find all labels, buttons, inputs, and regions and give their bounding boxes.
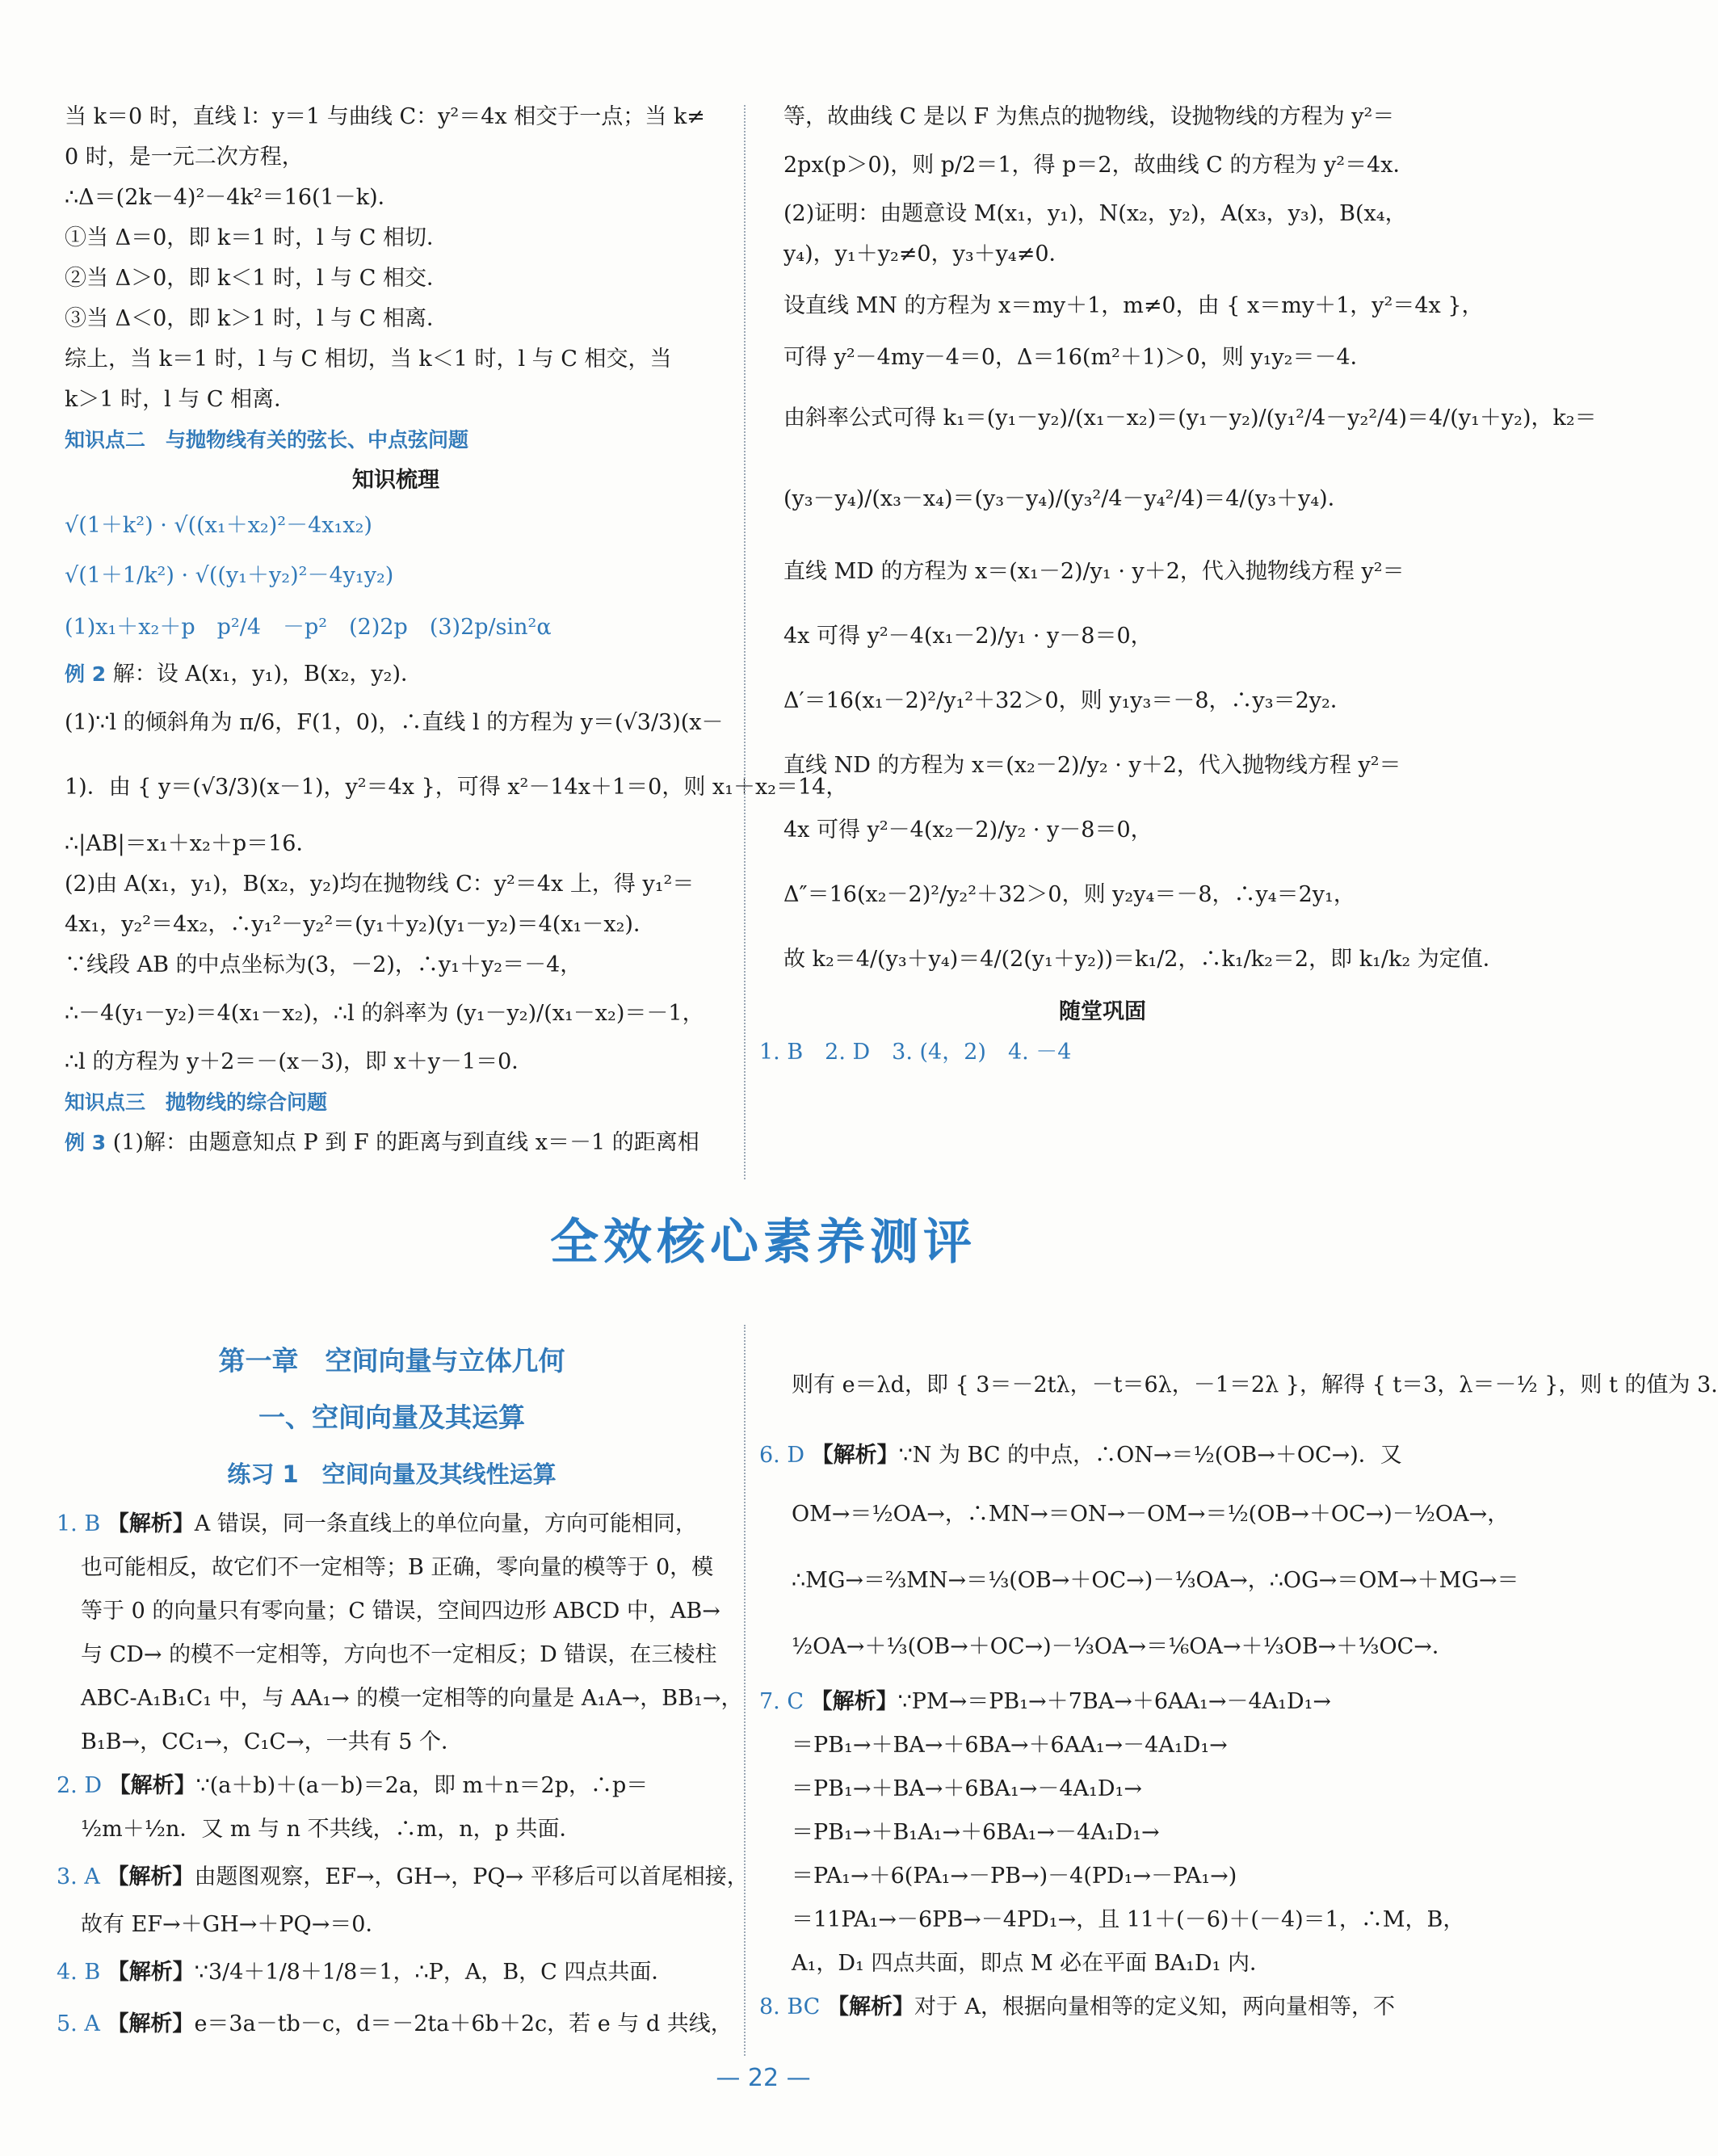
answer-line [759, 1481, 1510, 1548]
answer-text: A 错误，同一条直线上的单位向量，方向可能相同， [194, 1511, 697, 1536]
chapter-title: 第一章 空间向量与立体几何 [218, 1345, 565, 1376]
text-span: (1)解：由题意知点 P 到 F 的距离与到直线 x＝－1 的距离相 [112, 1130, 699, 1155]
column-divider [744, 105, 746, 1179]
answer-line [57, 1764, 727, 1808]
answer-line [57, 1590, 727, 1633]
answer-line [759, 1898, 1465, 1942]
answer-number: 3. A [57, 1864, 100, 1889]
answer-text: ABC-A₁B₁C₁ 中，与 AA₁→ 的模一定相等的向量是 A₁A→，BB₁→， [81, 1686, 743, 1711]
answer-line [759, 1942, 1430, 1986]
answer-number: 5. A [57, 2011, 100, 2036]
formula-line: √(1＋1/k²) · √((y₁＋y₂)²－4y₁y₂) [65, 563, 394, 588]
text-line: ∴Δ＝(2k－4)²－4k²＝16(1－k)． [65, 185, 400, 210]
answer-text: OM→＝½OA→，∴MN→＝ON→－OM→＝½(OB→＋OC→)－½OA→， [792, 1502, 1510, 1527]
knowledge-point-3-heading: 知识点三 抛物线的综合问题 [65, 1091, 328, 1114]
text-line: 4x 可得 y²－4(x₁－2)/y₁ · y－8＝0， [783, 624, 1153, 649]
analysis-tag: 【解析】 [107, 1511, 195, 1536]
exercise-title: 练习 1 空间向量及其线性运算 [227, 1460, 557, 1488]
text-line: 综上，当 k＝1 时，l 与 C 相切，当 k＜1 时，l 与 C 相交，当 [65, 347, 672, 372]
answer-number: 8. BC [759, 1994, 821, 2019]
answer-line [759, 1811, 1430, 1855]
text-line: 1)．由 { y＝(√3/3)(x－1)，y²＝4x }，可得 x²－14x＋1＝0，则 x₁＋x₂＝14， [65, 775, 848, 800]
answer-text: 由题图观察，EF→，GH→，PQ→ 平移后可以首尾相接， [194, 1864, 749, 1889]
text-line: 设直线 MN 的方程为 x＝my＋1，m≠0，由 { x＝my＋1，y²＝4x }， [783, 293, 1484, 318]
analysis-tag: 【解析】 [810, 1689, 898, 1714]
text-line: ∴－4(y₁－y₂)＝4(x₁－x₂)，∴l 的斜率为 (y₁－y₂)/(x₁－x₂)＝－1， [65, 1001, 704, 1026]
analysis-tag: 【解析】 [107, 1864, 195, 1889]
text-line: Δ″＝16(x₂－2)²/y₂²＋32＞0，则 y₂y₄＝－8，∴y₄＝2y₁， [783, 882, 1355, 907]
example-3-line [65, 1123, 727, 1163]
answer-line [57, 1808, 727, 1851]
answer-line [759, 1767, 1430, 1811]
text-line: 可得 y²－4my－4＝0，Δ＝16(m²＋1)＞0，则 y₁y₂＝－4． [783, 345, 1372, 370]
analysis-tag: 【解析】 [811, 1443, 899, 1468]
text-line: 4x₁，y₂²＝4x₂，∴y₁²－y₂²＝(y₁＋y₂)(y₁－y₂)＝4(x₁－x₂)． [65, 912, 655, 937]
answer-text: B₁B→，CC₁→，C₁C→，一共有 5 个． [81, 1729, 464, 1755]
answer-text: ＝PB₁→＋BA→＋6BA→＋6AA₁→－4A₁D₁→ [792, 1733, 1228, 1758]
answer-line [57, 1502, 727, 1546]
text-line: 等，故曲线 C 是以 F 为焦点的抛物线，设抛物线的方程为 y²＝ [783, 104, 1395, 129]
text-line: 当 k＝0 时，直线 l：y＝1 与曲线 C：y²＝4x 相交于一点；当 k≠ [65, 104, 705, 129]
formula-line: √(1＋k²) · √((x₁＋x₂)²－4x₁x₂) [65, 513, 372, 538]
text-line: (2)由 A(x₁，y₁)，B(x₂，y₂)均在抛物线 C：y²＝4x 上，得 y₁²＝ [65, 872, 695, 897]
answer-line [57, 1721, 727, 1764]
text-line: ③当 Δ＜0，即 k＞1 时，l 与 C 相离． [65, 306, 449, 331]
answer-number: 2. D [57, 1773, 102, 1798]
answer-line [759, 1680, 1430, 1724]
answer-text: 则有 e＝λd，即 { 3＝－2tλ，－t＝6λ，－1＝2λ }，解得 { t＝3，λ＝－½ }，则 t 的值为 3. [792, 1372, 1718, 1397]
text-line: 0 时，是一元二次方程， [65, 145, 304, 170]
section-title: 一、空间向量及其运算 [258, 1402, 525, 1433]
knowledge-point-2-heading: 知识点二 与抛物线有关的弦长、中点弦问题 [65, 428, 469, 452]
answer-number: 1. B [57, 1511, 101, 1536]
answer-line [759, 1724, 1430, 1767]
consolidate-heading: 随堂巩固 [1059, 999, 1146, 1024]
knowledge-summary-heading: 知识梳理 [352, 468, 439, 493]
answer-line [759, 1855, 1430, 1898]
top-left-column [65, 97, 848, 1163]
text-line: ∴l 的方程为 y＋2＝－(x－3)，即 x＋y－1＝0． [65, 1049, 534, 1074]
analysis-tag: 【解析】 [107, 1960, 195, 1985]
answer-line [759, 1430, 1430, 1481]
answer-line [57, 1851, 749, 1903]
answer-text: ∴MG→＝⅔MN→＝⅓(OB→＋OC→)－⅓OA→，∴OG→＝OM→＋MG→＝ [792, 1568, 1519, 1593]
analysis-tag: 【解析】 [107, 2011, 195, 2036]
text-line: 4x 可得 y²－4(x₂－2)/y₂ · y－8＝0， [783, 817, 1153, 843]
answer-line [759, 1341, 1718, 1430]
answer-text: 等于 0 的向量只有零向量；C 错误，空间四边形 ABCD 中，AB→ [81, 1599, 720, 1624]
text-line: 由斜率公式可得 k₁＝(y₁－y₂)/(x₁－x₂)＝(y₁－y₂)/(y₁²/4－y₂²/4)＝4/(y₁＋y₂)，k₂＝ [783, 406, 1597, 431]
consolidate-answers: 1. B 2. D 3. (4，2) 4. －4 [759, 1040, 1072, 1065]
text-line: 2px(p＞0)，则 p/2＝1，得 p＝2，故曲线 C 的方程为 y²＝4x． [783, 153, 1415, 178]
text-line: ①当 Δ＝0，即 k＝1 时，l 与 C 相切． [65, 225, 449, 250]
answer-line [759, 1986, 1430, 2029]
answer-number: 6. D [759, 1443, 804, 1468]
example-2-line [65, 654, 727, 695]
bottom-right-column [759, 1341, 1718, 2029]
answer-number: 7. C [759, 1689, 804, 1714]
text-line: ∵线段 AB 的中点坐标为(3，－2)，∴y₁＋y₂＝－4， [65, 952, 582, 977]
answer-line [57, 1633, 727, 1677]
answer-text: ＝11PA₁→－6PB→－4PD₁→，且 11＋(－6)＋(－4)＝1，∴M，B， [792, 1907, 1465, 1932]
answer-line [57, 1998, 733, 2050]
bottom-left-column [57, 1333, 749, 2050]
answer-text: ＝PB₁→＋B₁A₁→＋6BA₁→－4A₁D₁→ [792, 1820, 1160, 1845]
text-line: ②当 Δ＞0，即 k＜1 时，l 与 C 相交． [65, 266, 449, 291]
main-title: 全效核心素养测评 [550, 1214, 977, 1271]
answer-text: 与 CD→ 的模不一定相等，方向也不一定相反；D 错误，在三棱柱 [81, 1642, 717, 1667]
answer-text: ∵(a＋b)＋(a－b)＝2a，即 m＋n＝2p，∴p＝ [195, 1773, 649, 1798]
answer-line [759, 1614, 1454, 1680]
answer-text: ½m＋½n．又 m 与 n 不共线，∴m，n，p 共面． [81, 1817, 582, 1842]
page-number: — 22 — [716, 2064, 811, 2092]
text-line: 故 k₂＝4/(y₃＋y₄)＝4/(2(y₁＋y₂))＝k₁/2，∴k₁/k₂＝2，即 k₁/k₂ 为定值． [783, 947, 1505, 972]
text-line: Δ′＝16(x₁－2)²/y₁²＋32＞0，则 y₁y₃＝－8，∴y₃＝2y₂． [783, 688, 1352, 713]
analysis-tag: 【解析】 [826, 1994, 914, 2019]
answer-line [57, 1947, 727, 1998]
answer-text: 也可能相反，故它们不一定相等；B 正确，零向量的模等于 0，模 [81, 1555, 714, 1580]
answer-text: ∵PM→＝PB₁→＋7BA→＋6AA₁→－4A₁D₁→ [897, 1689, 1332, 1714]
answer-line [57, 1903, 727, 1947]
text-line: (y₃－y₄)/(x₃－x₄)＝(y₃－y₄)/(y₃²/4－y₄²/4)＝4/(y₃＋y₄)． [783, 486, 1350, 511]
answer-text: A₁，D₁ 四点共面，即点 M 必在平面 BA₁D₁ 内． [792, 1951, 1271, 1976]
answer-text: e＝3a－tb－c，d＝－2ta＋6b＋2c，若 e 与 d 共线， [194, 2011, 733, 2036]
answer-line [759, 1548, 1519, 1614]
text-line: (1)∵l 的倾斜角为 π/6，F(1，0)，∴直线 l 的方程为 y＝(√3/3)(x－ [65, 710, 724, 735]
example-2-label: 例 2 [65, 662, 107, 686]
answer-text: 故有 EF→＋GH→＋PQ→＝0． [81, 1912, 388, 1937]
analysis-tag: 【解析】 [108, 1773, 196, 1798]
text-line: k＞1 时，l 与 C 相离． [65, 387, 296, 412]
text-span: 解：设 A(x₁，y₁)，B(x₂，y₂)． [112, 662, 423, 687]
answer-text: ∵N 为 BC 的中点，∴ON→＝½(OB→＋OC→)．又 [898, 1443, 1402, 1468]
text-line: 直线 MD 的方程为 x＝(x₁－2)/y₁ · y＋2，代入抛物线方程 y²＝ [783, 559, 1405, 584]
text-line: y₄)，y₁＋y₂≠0，y₃＋y₄≠0． [783, 242, 1071, 267]
answer-text: ＝PA₁→＋6(PA₁→－PB→)－4(PD₁→－PA₁→) [792, 1864, 1237, 1889]
answer-text: ∵3/4＋1/8＋1/8＝1，∴P，A，B，C 四点共面． [194, 1960, 674, 1985]
column-divider [744, 1325, 746, 2056]
text-line: 直线 ND 的方程为 x＝(x₂－2)/y₂ · y＋2，代入抛物线方程 y²＝ [783, 753, 1401, 778]
answer-text: 对于 A，根据向量相等的定义知，两向量相等，不 [914, 1994, 1396, 2019]
example-3-label: 例 3 [65, 1131, 107, 1154]
answer-line [57, 1677, 743, 1721]
top-right-column [759, 97, 1597, 1073]
answer-text: ½OA→＋⅓(OB→＋OC→)－⅓OA→＝⅙OA→＋⅓OB→＋⅓OC→． [792, 1634, 1454, 1659]
answer-line [57, 1546, 727, 1590]
text-line: (2)证明：由题意设 M(x₁，y₁)，N(x₂，y₂)，A(x₃，y₃)，B(x₄， [783, 201, 1407, 226]
text-line: ∴|AB|＝x₁＋x₂＋p＝16． [65, 831, 318, 856]
answer-number: 4. B [57, 1960, 101, 1985]
formula-line: (1)x₁＋x₂＋p p²/4 －p² (2)2p (3)2p/sin²α [65, 615, 552, 640]
answer-text: ＝PB₁→＋BA→＋6BA₁→－4A₁D₁→ [792, 1776, 1142, 1801]
